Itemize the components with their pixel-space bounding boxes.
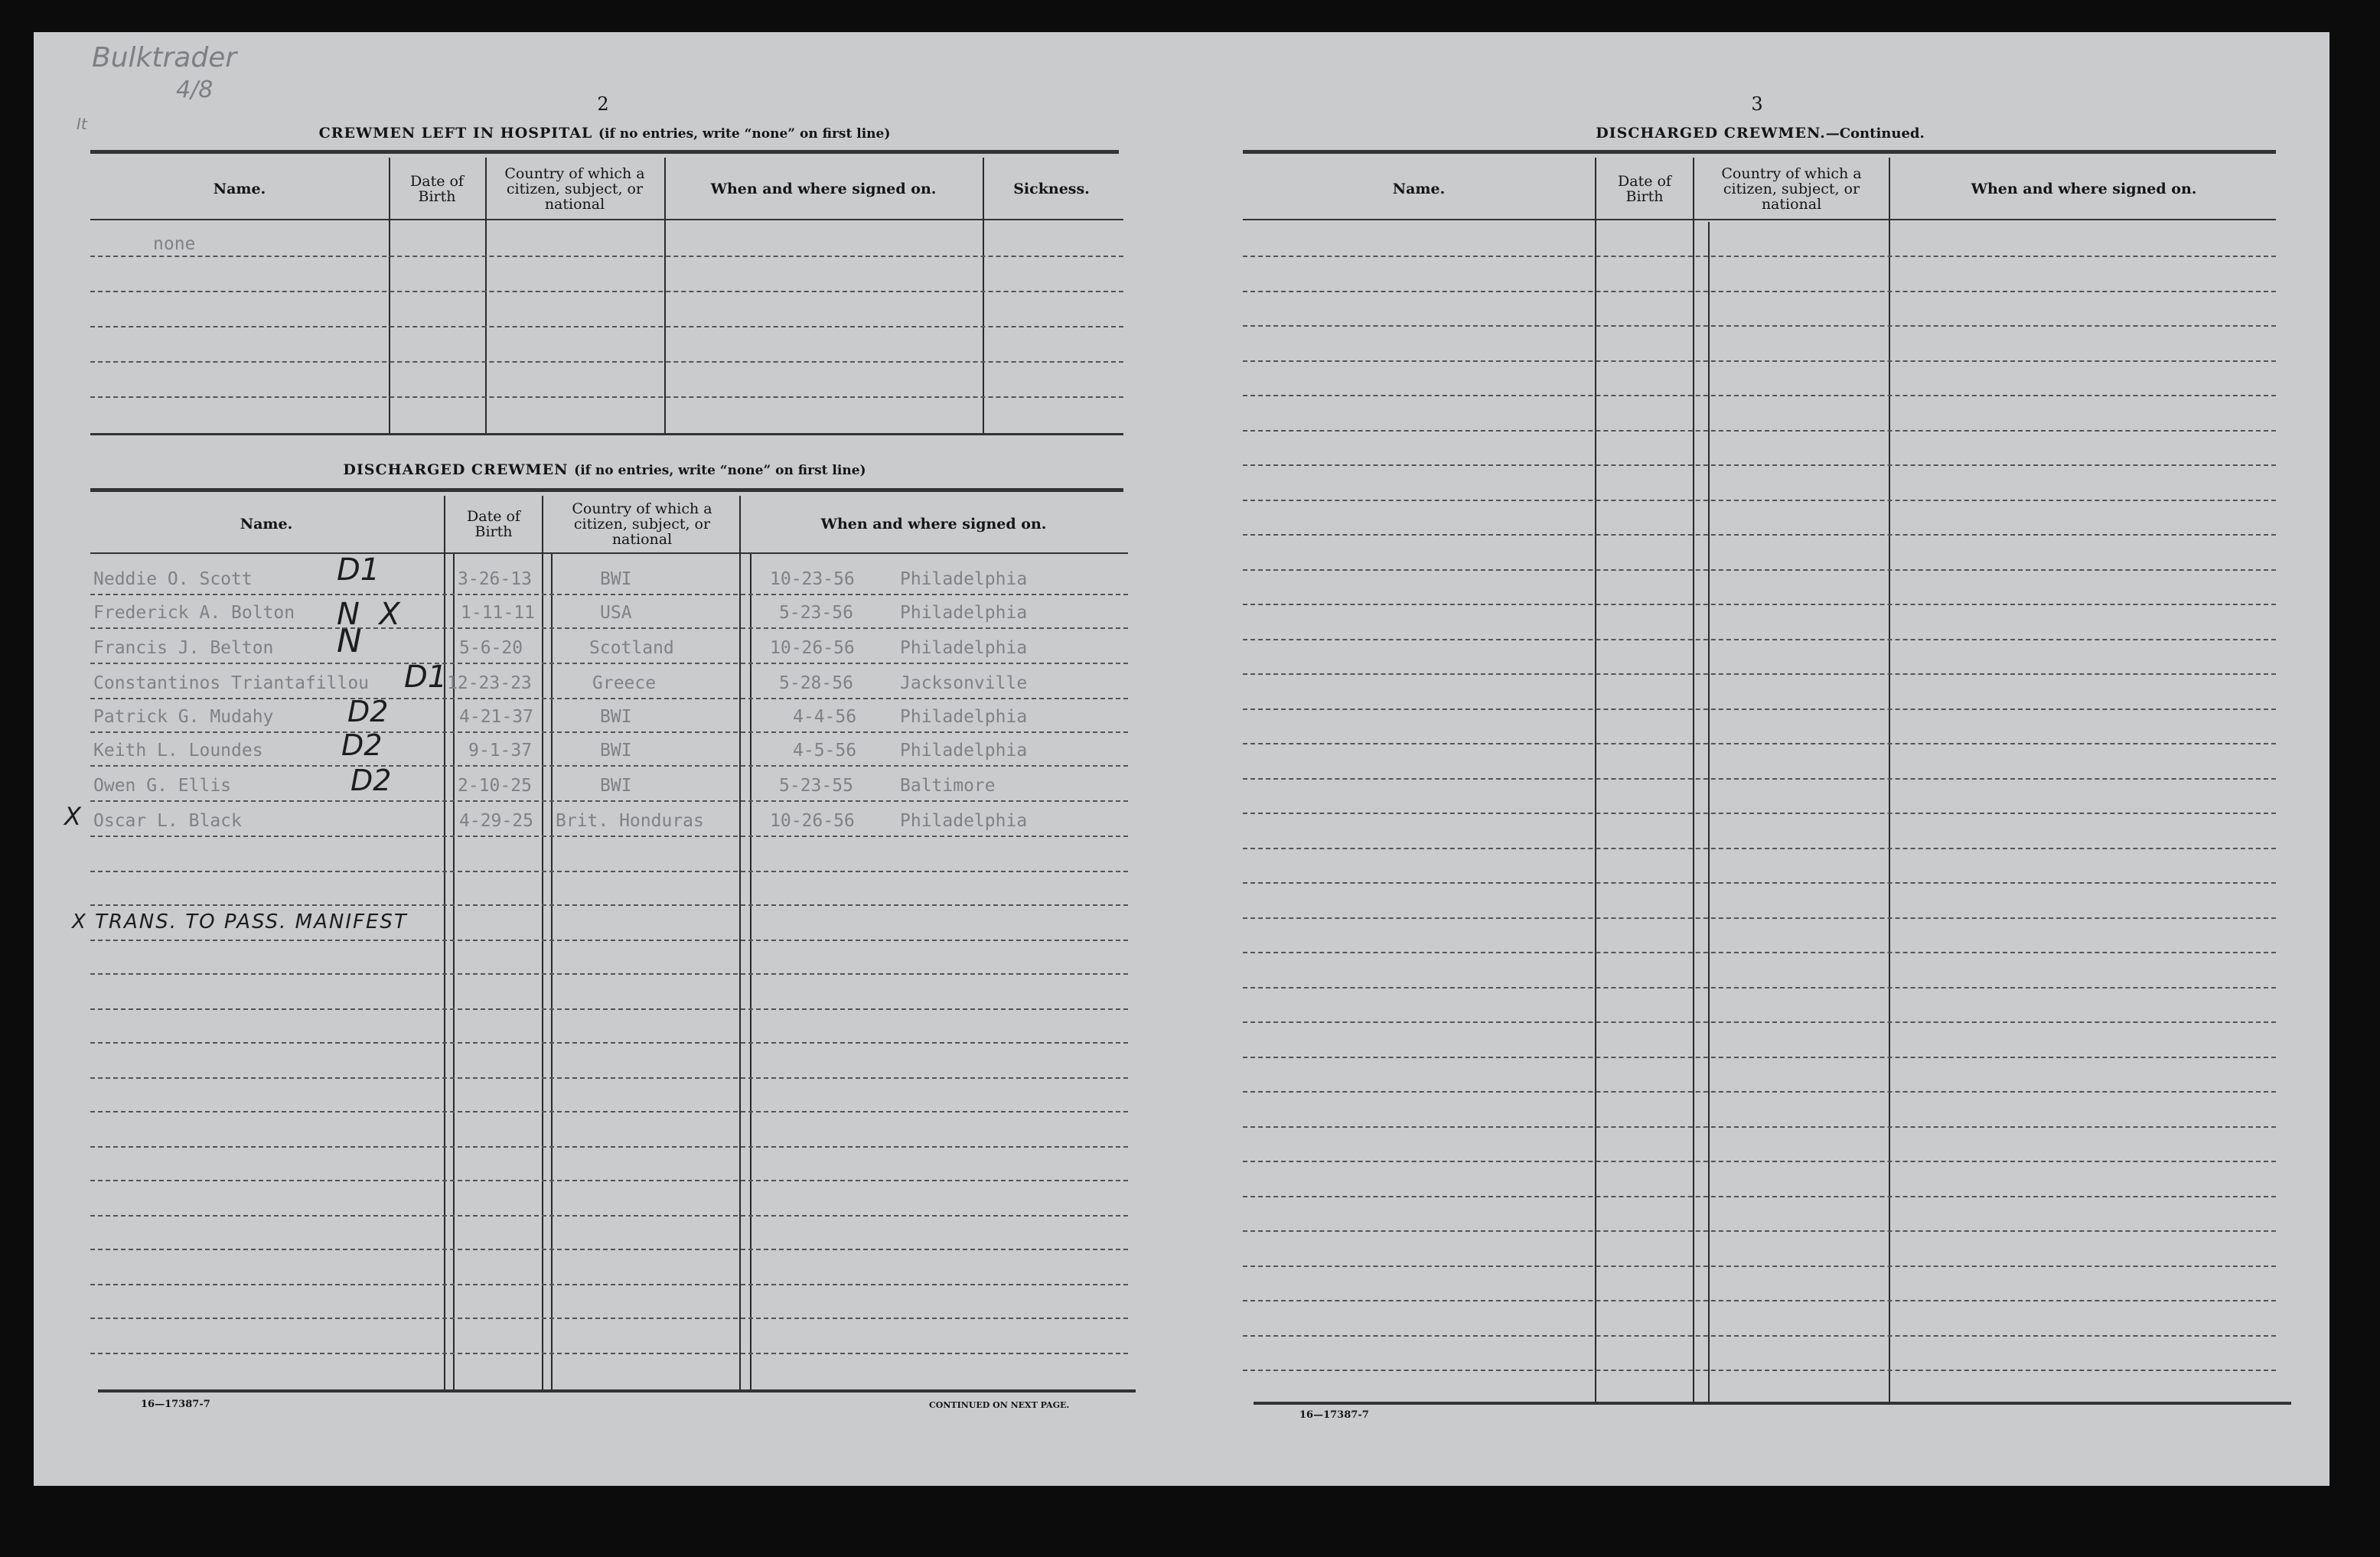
ruled-line (1243, 917, 2276, 919)
ruled-line (90, 1284, 1128, 1285)
ruled-line (1243, 1091, 2276, 1093)
ruled-line (1243, 569, 2276, 571)
ruled-line (1243, 882, 2276, 884)
ruled-line (1243, 673, 2276, 675)
hospital-divider (983, 158, 984, 435)
ruled-line (90, 396, 1123, 398)
crew-dob: 9-1-37 (468, 741, 533, 761)
crew-name: Constantinos Triantafillou (93, 673, 370, 693)
ruled-line (90, 663, 1128, 664)
ruled-line (90, 1008, 1128, 1010)
crew-country: BWI (600, 741, 632, 761)
crew-mark: D2 (347, 695, 389, 728)
hospital-entry: none (153, 234, 196, 254)
crew-mark: D1 (404, 660, 448, 695)
crew-name: Frederick A. Bolton (93, 603, 295, 623)
crew-signed-date: 10-26-56 (770, 638, 855, 658)
crew-signed-date: 5-23-55 (779, 776, 853, 796)
crew-country: Brit. Honduras (556, 811, 704, 831)
crew-mark: D2 (341, 728, 383, 762)
crew-signed-date: 10-23-56 (770, 569, 855, 589)
ruled-line (90, 1353, 1128, 1354)
crew-signed-place: Philadelphia (900, 811, 1028, 831)
right-title: DISCHARGED CREWMEN.—Continued. (1596, 125, 1925, 142)
hospital-header-rule (90, 219, 1123, 220)
crew-signed-place: Philadelphia (900, 569, 1028, 589)
crew-dob: 3-26-13 (458, 569, 532, 589)
ruled-line (1243, 604, 2276, 605)
discharged-divider (542, 496, 543, 1393)
discharged-col-signed: When and where signed on. (820, 516, 1047, 533)
ruled-line (90, 291, 1123, 292)
discharged-rule-top (90, 488, 1123, 492)
ruled-line (90, 594, 1128, 595)
ruled-line (90, 698, 1128, 699)
ruled-line (90, 731, 1128, 733)
crew-name: Owen G. Ellis (93, 776, 232, 796)
ruled-line (1243, 1265, 2276, 1267)
right-rule-bottom (1254, 1402, 2291, 1405)
crew-mark: D1 (337, 552, 380, 588)
ruled-line (90, 800, 1128, 802)
crew-country: USA (600, 603, 632, 623)
crew-dob: 1-11-11 (461, 603, 535, 623)
ruled-line (1243, 1161, 2276, 1162)
crew-country: Greece (592, 673, 657, 693)
right-col-country: Country of which a citizen, subject, or national (1721, 165, 1862, 213)
crew-country: Scotland (589, 638, 674, 658)
crew-signed-date: 4-5-56 (793, 741, 857, 761)
ruled-line (1243, 291, 2276, 292)
crew-country: BWI (600, 776, 632, 796)
discharged-title: DISCHARGED CREWMEN (if no entries, write “none” on first line) (343, 461, 866, 478)
hospital-divider (664, 158, 666, 435)
ruled-line (1243, 534, 2276, 536)
hospital-rule-bottom (90, 433, 1123, 435)
crew-dob: 4-21-37 (459, 707, 533, 727)
right-divider (1693, 158, 1694, 1405)
ruled-line (1243, 395, 2276, 396)
crew-signed-place: Philadelphia (900, 707, 1028, 727)
ruled-line (90, 973, 1128, 975)
ruled-line (1243, 813, 2276, 814)
ruled-line (1243, 256, 2276, 257)
ruled-line (90, 871, 1128, 872)
ruled-line (1243, 464, 2276, 466)
crew-name: Neddie O. Scott (93, 569, 253, 589)
ruled-line (90, 326, 1123, 327)
ruled-line (1243, 708, 2276, 710)
right-form-number: 16—17387-7 (1299, 1409, 1369, 1421)
ruled-line (90, 1215, 1128, 1217)
discharged-header-rule (90, 552, 1128, 554)
ruled-line (1243, 360, 2276, 362)
crew-mark: N (337, 621, 362, 660)
margin-note-sub: 4/8 (176, 77, 214, 103)
ruled-line (90, 1042, 1128, 1044)
ruled-line (1243, 1300, 2276, 1301)
ruled-line (90, 940, 1128, 941)
ruled-line (90, 1146, 1128, 1148)
discharged-divider (444, 496, 445, 1393)
ruled-line (1243, 1057, 2276, 1058)
right-col-name: Name. (1392, 181, 1446, 197)
ruled-line (1243, 1335, 2276, 1337)
continued-note: CONTINUED ON NEXT PAGE. (929, 1400, 1070, 1410)
ruled-line (90, 1318, 1128, 1319)
crew-signed-date: 10-26-56 (770, 811, 855, 831)
right-divider (1889, 158, 1890, 1405)
crew-signed-date: 4-4-56 (793, 707, 857, 727)
ruled-line (1243, 848, 2276, 849)
ruled-line (1243, 952, 2276, 953)
crew-signed-place: Philadelphia (900, 638, 1028, 658)
right-col-dob: Date of Birth (1618, 173, 1671, 205)
ruled-line (1243, 987, 2276, 989)
ruled-line (1243, 500, 2276, 501)
ruled-line (1243, 1126, 2276, 1128)
hospital-col-country: Country of which a citizen, subject, or national (504, 165, 645, 213)
row-prefix-mark: X (64, 802, 81, 831)
hospital-col-sickness: Sickness. (1013, 181, 1090, 197)
hospital-divider (485, 158, 487, 435)
crew-name: Oscar L. Black (93, 811, 242, 831)
right-divider (1595, 158, 1596, 1405)
crew-mark: N X (337, 597, 400, 632)
hospital-rule-top (90, 150, 1119, 154)
ruled-line (90, 836, 1128, 837)
crew-dob: 2-10-25 (458, 776, 532, 796)
discharged-divider (739, 496, 741, 1393)
discharged-rule-bottom (98, 1389, 1136, 1393)
crew-signed-place: Philadelphia (900, 603, 1028, 623)
ruled-line (90, 627, 1128, 629)
crew-country: BWI (600, 569, 632, 589)
crew-dob: 12-23-23 (447, 673, 532, 693)
hospital-col-signed: When and where signed on. (710, 181, 937, 197)
crew-signed-date: 5-28-56 (779, 673, 853, 693)
ruled-line (1243, 639, 2276, 640)
discharged-col-dob: Date of Birth (467, 508, 520, 540)
crew-signed-place: Jacksonville (900, 673, 1028, 693)
hospital-title: CREWMEN LEFT IN HOSPITAL (if no entries, write “none” on first line) (318, 125, 891, 142)
right-rule-top (1243, 150, 2276, 154)
right-col-signed: When and where signed on. (1971, 181, 2197, 197)
left-page-number: 2 (597, 93, 609, 115)
ruled-line (1243, 325, 2276, 327)
crew-name: Patrick G. Mudahy (93, 707, 274, 727)
crew-signed-date: 5-23-56 (779, 603, 853, 623)
ruled-line (1243, 430, 2276, 432)
ruled-line (1243, 778, 2276, 780)
ruled-line (1243, 1230, 2276, 1232)
left-form-number: 16—17387-7 (141, 1399, 210, 1410)
ruled-line (1243, 743, 2276, 744)
margin-corner-mark: It (77, 115, 87, 133)
crew-country: BWI (600, 707, 632, 727)
ruled-line (90, 1077, 1128, 1079)
crew-signed-place: Philadelphia (900, 741, 1028, 761)
ruled-line (90, 361, 1123, 363)
discharged-col-name: Name. (240, 516, 293, 533)
margin-note-vessel: Bulktrader (92, 42, 237, 73)
ruled-line (1243, 1196, 2276, 1197)
hospital-divider (389, 158, 390, 435)
ruled-line (90, 256, 1123, 257)
crew-signed-place: Baltimore (900, 776, 996, 796)
crew-dob: 4-29-25 (459, 811, 533, 831)
hospital-col-dob: Date of Birth (410, 173, 464, 205)
ruled-line (90, 1180, 1128, 1181)
crew-name: Keith L. Loundes (93, 741, 263, 761)
crew-dob: 5-6-20 (459, 638, 523, 658)
ruled-line (1243, 1370, 2276, 1371)
ruled-line (1243, 1021, 2276, 1023)
ruled-line (90, 1249, 1128, 1250)
ruled-line (90, 765, 1128, 767)
right-page-number: 3 (1751, 93, 1763, 115)
crew-mark: D2 (350, 764, 392, 797)
hospital-col-name: Name. (213, 181, 266, 197)
transfer-note: X TRANS. TO PASS. MANIFEST (72, 910, 408, 933)
right-header-rule (1243, 219, 2276, 220)
ruled-line (90, 1111, 1128, 1112)
ruled-line (90, 904, 1128, 906)
discharged-col-country: Country of which a citizen, subject, or national (572, 500, 712, 548)
crew-name: Francis J. Belton (93, 638, 274, 658)
